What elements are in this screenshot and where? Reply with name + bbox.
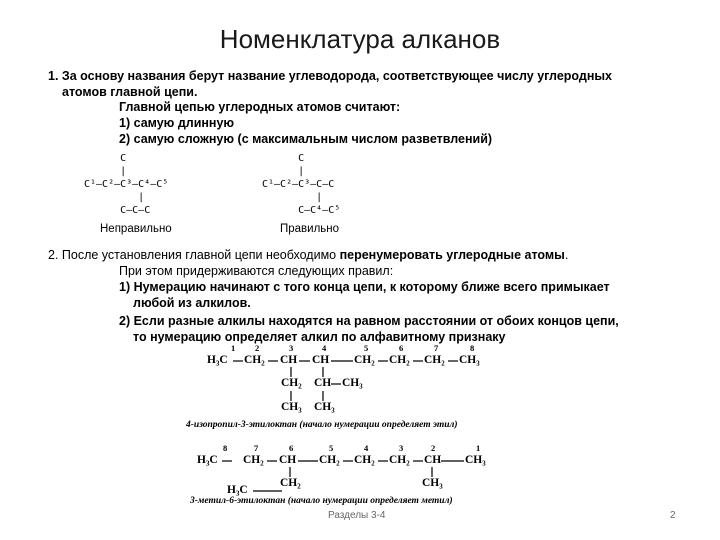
rule2-line5: 2) Если разные алкилы находятся на равном расстоянии от обоих концов цепи, (119, 314, 619, 328)
f2-num-2: 2 (431, 443, 436, 453)
rule1-line3: Главной цепью углеродных атомов считают: (119, 100, 401, 114)
f2-num-7: 7 (254, 443, 259, 453)
rule2-line2: При этом придерживаются следующих правил: (119, 264, 394, 278)
f1-num-7: 7 (434, 343, 439, 353)
label-wrong: Неправильно (100, 223, 172, 235)
f2-atom-3: CH₂ (389, 454, 410, 466)
label-right: Правильно (280, 223, 340, 235)
rule2-line1-text: 2. После установления главной цепи необходимо (48, 248, 340, 262)
rule2-line1-end: . (564, 248, 569, 262)
f2-num-1: 1 (476, 443, 481, 453)
f1-atom-3: CH (280, 354, 298, 366)
rule1-line4: 1) самую длинную (119, 116, 235, 130)
f2-num-6: 6 (289, 443, 294, 453)
f1-atom-7: CH₂ (424, 354, 445, 366)
f2-branch-a-2: H₃C (227, 484, 248, 496)
f1-num-3: 3 (289, 343, 294, 353)
f2-atom-1: CH₃ (465, 454, 486, 466)
formula2-caption: 3-метил-6-этилоктан (начало нумерации определяет метил) (190, 496, 453, 506)
page-title: Номенклатура алканов (219, 24, 501, 54)
f1-atom-6: CH₂ (389, 354, 410, 366)
f1-branch-b-1: CH (314, 377, 332, 389)
f1-branch-a-1: CH₂ (281, 377, 302, 389)
page-number: 2 (670, 510, 676, 521)
f1-num-4: 4 (322, 343, 327, 353)
rule2-line1-bold: перенумеровать углеродные атомы (339, 248, 565, 262)
f1-atom-4: CH (312, 354, 330, 366)
f2-num-5: 5 (329, 443, 334, 453)
f1-num-6: 6 (399, 343, 404, 353)
rule2-line3: 1) Нумерацию начинают с того конца цепи, к которому ближе всего примыкает (119, 280, 610, 294)
f1-atom-2: CH₂ (244, 354, 265, 366)
structure-wrong: C | C¹—C²—C³—C⁴—C⁵ | C—C—C (84, 153, 169, 216)
f2-atom-6: CH (279, 454, 297, 466)
f2-atom-2: CH (424, 454, 442, 466)
f1-num-2: 2 (255, 343, 260, 353)
f2-atom-4: CH₂ (354, 454, 375, 466)
f2-branch-a-1: CH₂ (280, 477, 301, 489)
rule1-line5: 2) самую сложную (с максимальным числом разветвлений) (119, 132, 493, 146)
formula1-caption: 4-изопропил-3-этилоктан (начало нумерации определяет этил) (186, 420, 458, 430)
f2-atom-7: CH₂ (243, 454, 264, 466)
footer-section: Разделы 3-4 (328, 510, 386, 521)
rule2-line6: то нумерацию определяет алкил по алфавитному признаку (133, 330, 506, 344)
f2-atom-8: H₃C (197, 454, 218, 466)
f2-atom-5: CH₂ (319, 454, 340, 466)
rule2-line4: любой из алкилов. (133, 296, 251, 310)
f1-num-1: 1 (231, 343, 236, 353)
f2-branch-b: CH₃ (422, 477, 443, 489)
f1-atom-8: CH₃ (459, 354, 480, 366)
rule1-line2: атомов главной цепи. (62, 85, 198, 99)
structure-right: C | C¹—C²—C³—C—C | C—C⁴—C⁵ (262, 153, 341, 216)
f1-atom-5: CH₂ (354, 354, 375, 366)
f1-num-8: 8 (470, 343, 475, 353)
f1-branch-a-2: CH₃ (281, 401, 302, 413)
f1-num-5: 5 (364, 343, 369, 353)
rule1-line1: 1. За основу названия берут название углеводорода, соответствующее числу углеродных (48, 69, 612, 83)
f1-branch-b-side: CH₃ (342, 377, 363, 389)
f2-num-8: 8 (223, 443, 228, 453)
f2-num-3: 3 (399, 443, 404, 453)
f1-branch-b-2: CH₃ (314, 401, 335, 413)
f1-atom-1: H₃C (207, 354, 228, 366)
f2-num-4: 4 (364, 443, 369, 453)
